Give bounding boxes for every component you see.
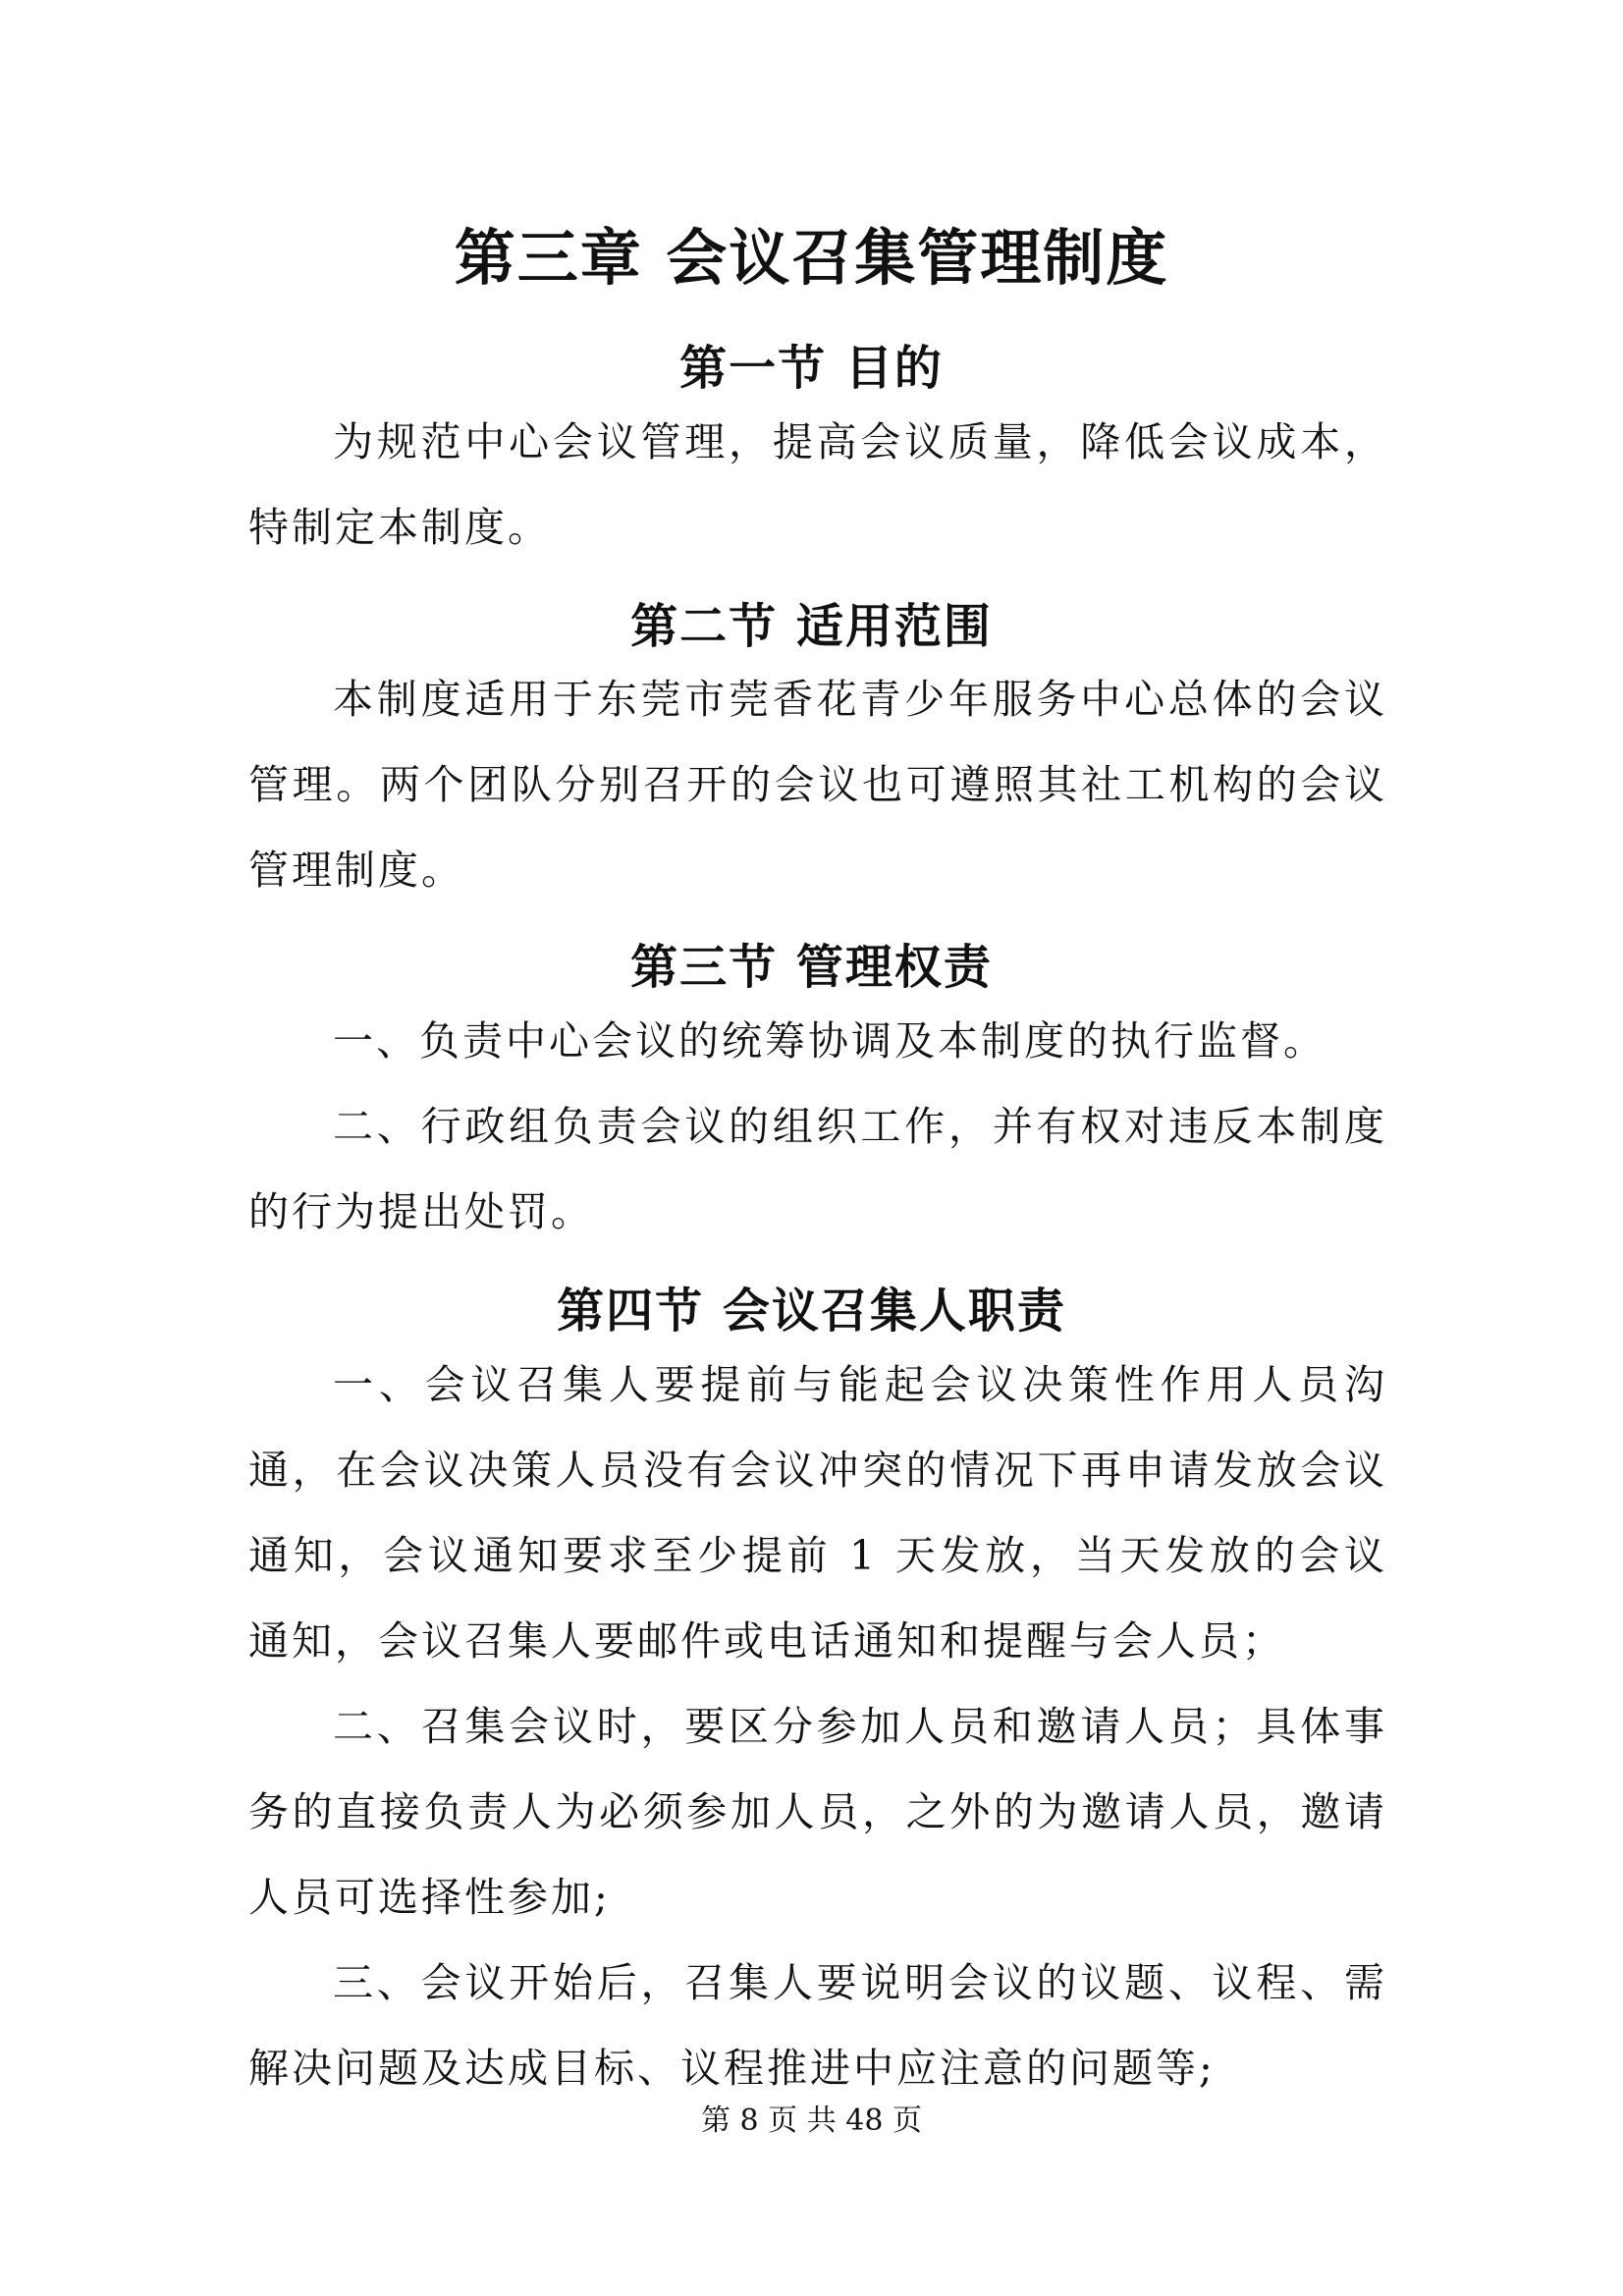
paragraph-convener-duty-1: 一、会议召集人要提前与能起会议决策性作用人员沟通，在会议决策人员没有会议冲突的情况下再申请发放会议通知，会议通知要求至少提前 1 天发放，当天发放的会议通知，会议召集人要邮件或电话通知和提醒与会人员； [248, 1361, 1387, 1665]
paragraph-convener-duty-2: 二、召集会议时，要区分参加人员和邀请人员；具体事务的直接负责人为必须参加人员，之外的为邀请人员，邀请人员可选择性参加; [248, 1703, 1387, 1921]
paragraph-responsibility-2: 二、行政组负责会议的组织工作，并有权对违反本制度的行为提出处罚。 [248, 1103, 1387, 1235]
section-title-convener-duties: 第四节 会议召集人职责 [557, 1284, 1066, 1339]
chapter-title: 第三章 会议召集管理制度 [454, 222, 1169, 294]
section-title-scope: 第二节 适用范围 [630, 599, 993, 654]
paragraph-responsibility-1: 一、负责中心会议的统筹协调及本制度的执行监督。 [333, 1017, 1326, 1065]
paragraph-scope: 本制度适用于东莞市莞香花青少年服务中心总体的会议管理。两个团队分别召开的会议也可遵照其社工机构的会议管理制度。 [248, 676, 1387, 894]
paragraph-convener-duty-3: 三、会议开始后，召集人要说明会议的议题、议程、需解决问题及达成目标、议程推进中应注意的问题等; [248, 1959, 1387, 2092]
section-title-responsibility: 第三节 管理权责 [630, 940, 993, 995]
paragraph-purpose: 为规范中心会议管理，提高会议质量，降低会议成本，特制定本制度。 [248, 418, 1387, 551]
section-title-purpose: 第一节 目的 [679, 341, 944, 396]
page-footer: 第 8 页 共 48 页 [701, 2104, 922, 2138]
